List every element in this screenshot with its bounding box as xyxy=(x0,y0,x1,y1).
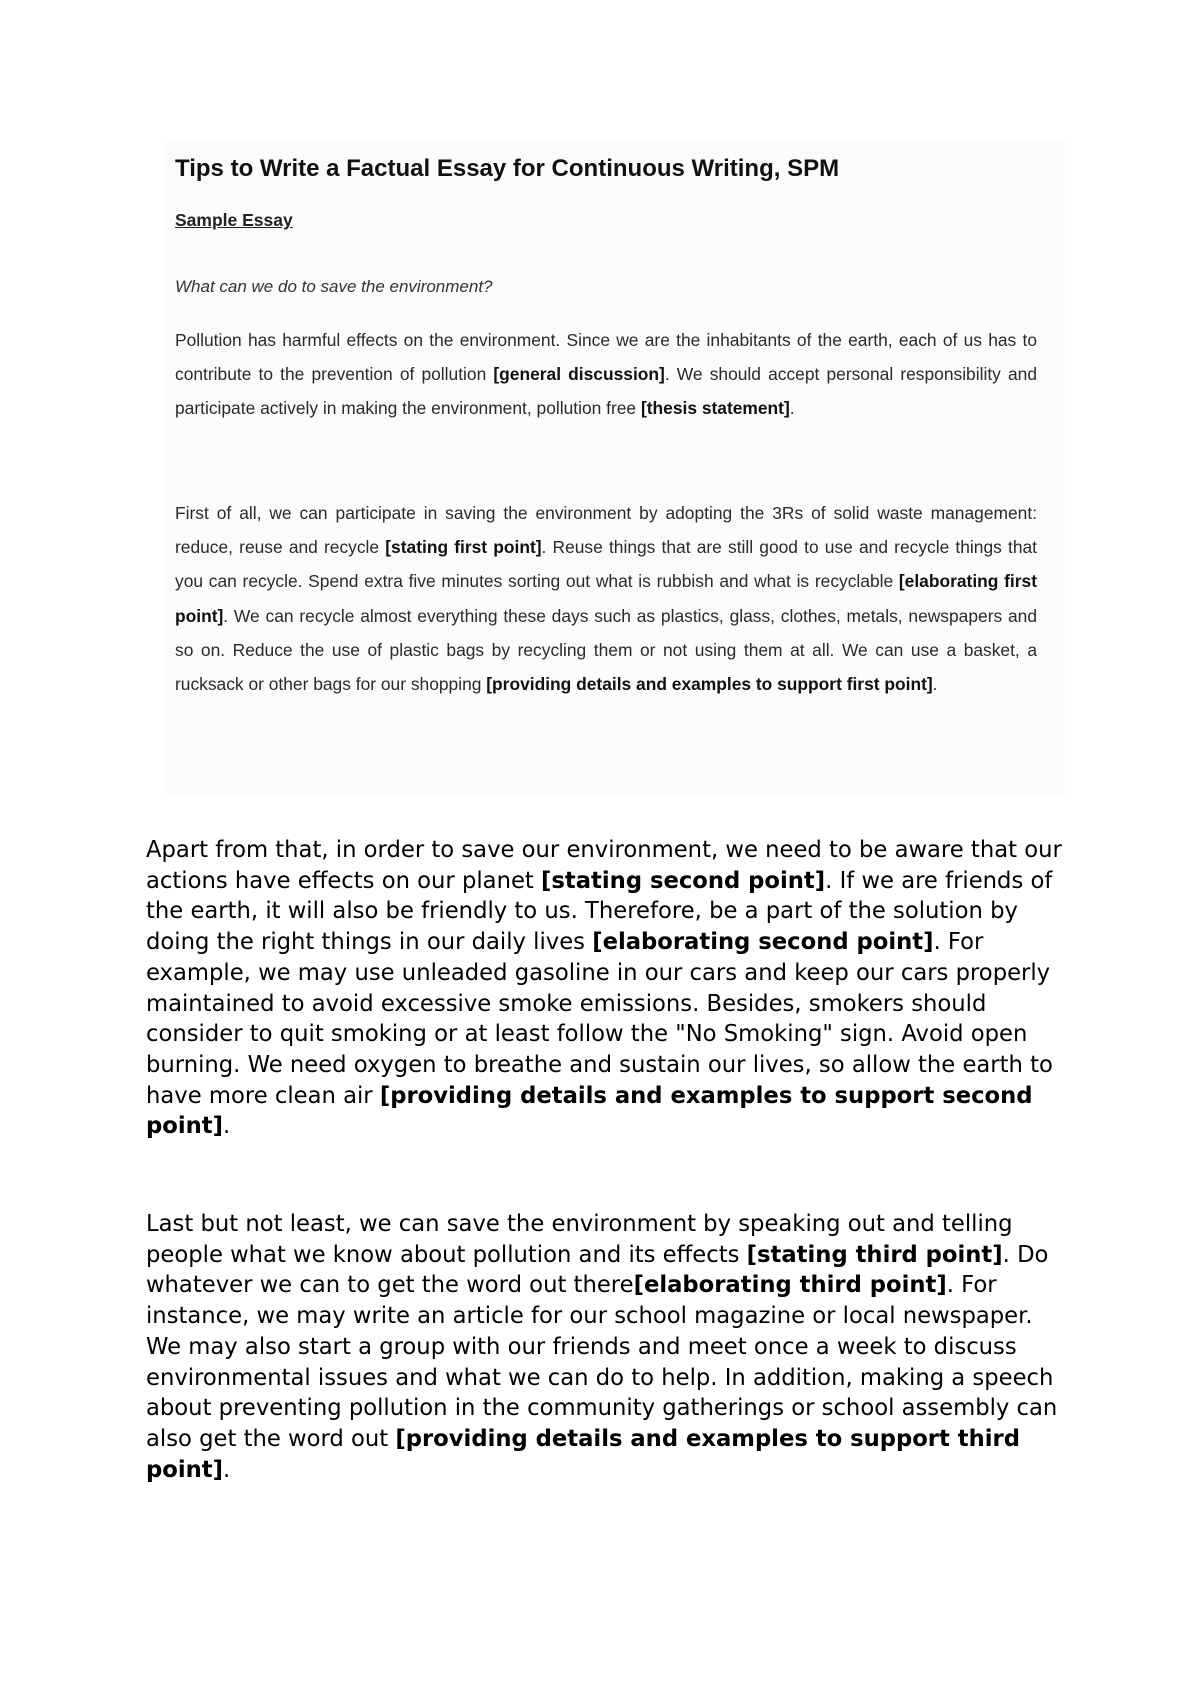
sample-essay-image xyxy=(165,140,1065,795)
tag-stating-third-point: [stating third point] xyxy=(746,1241,1003,1268)
essay-subtitle: Sample Essay xyxy=(175,210,293,230)
essay-title: Tips to Write a Factual Essay for Continuous Writing, SPM xyxy=(175,155,840,182)
tag-stating-first-point: [stating first point] xyxy=(385,537,542,558)
tag-elaborating-third-point: [elaborating third point] xyxy=(633,1272,947,1299)
tag-elaborating-second-point: [elaborating second point] xyxy=(592,929,934,956)
third-point-paragraph: Last but not least, we can save the environment by speaking out and telling people what we know about pollution and its effects [stating third point]. Do whatever we can to get the word out there[elaborating third point]. For instance, we may write an article for our school magazine or local newspaper. We may also start a group with our friends and meet once a week to discuss environmental issues and what we can do to help. In addition, making a speech about preventing pollution in the community gatherings or school assembly can also get the word out [providing details and examples to support third point]. xyxy=(146,1211,1058,1483)
tag-details-first-point: [providing details and examples to support first point] xyxy=(486,674,933,695)
tag-details-third-point: [providing details and examples to support third point] xyxy=(146,1425,1020,1483)
tag-general-discussion: [general discussion] xyxy=(493,364,665,385)
tag-details-second-point: [providing details and examples to support second point] xyxy=(146,1082,1033,1140)
intro-paragraph: Pollution has harmful effects on the environment. Since we are the inhabitants of the earth, each of us has to contribute to the prevention of pollution [general discussion]. We should accept personal responsibility and participate actively in making the environment, pollution free [thesis statement]. xyxy=(175,330,1037,419)
tag-stating-second-point: [stating second point] xyxy=(541,867,826,894)
essay-question: What can we do to save the environment? xyxy=(175,277,493,296)
first-point-paragraph: First of all, we can participate in saving the environment by adopting the 3Rs of solid waste management: reduce, reuse and recycle [stating first point]. Reuse things that are still good to use and recycle things that you can recycle. Spend extra five minutes sorting out what is rubbish and what is recyclable [elaborating first point]. We can recycle almost everything these days such as plastics, glass, clothes, metals, newspapers and so on. Reduce the use of plastic bags by recycling them or not using them at all. We can use a basket, a rucksack or other bags for our shopping [providing details and examples to support first point]. xyxy=(175,503,1037,695)
second-point-paragraph: Apart from that, in order to save our environment, we need to be aware that our actions have effects on our planet [stating second point]. If we are friends of the earth, it will also be friendly to us. Therefore, be a part of the solution by doing the right things in our daily lives [elaborating second point]. For example, we may use unleaded gasoline in our cars and keep our cars properly maintained to avoid excessive smoke emissions. Besides, smokers should consider to quit smoking or at least follow the "No Smoking" sign. Avoid open burning. We need oxygen to breathe and sustain our lives, so allow the earth to have more clean air [providing details and examples to support second point]. xyxy=(146,837,1062,1140)
tag-thesis-statement: [thesis statement] xyxy=(640,398,790,419)
tag-elaborating-first-point: [elaborating first point] xyxy=(175,571,1037,626)
